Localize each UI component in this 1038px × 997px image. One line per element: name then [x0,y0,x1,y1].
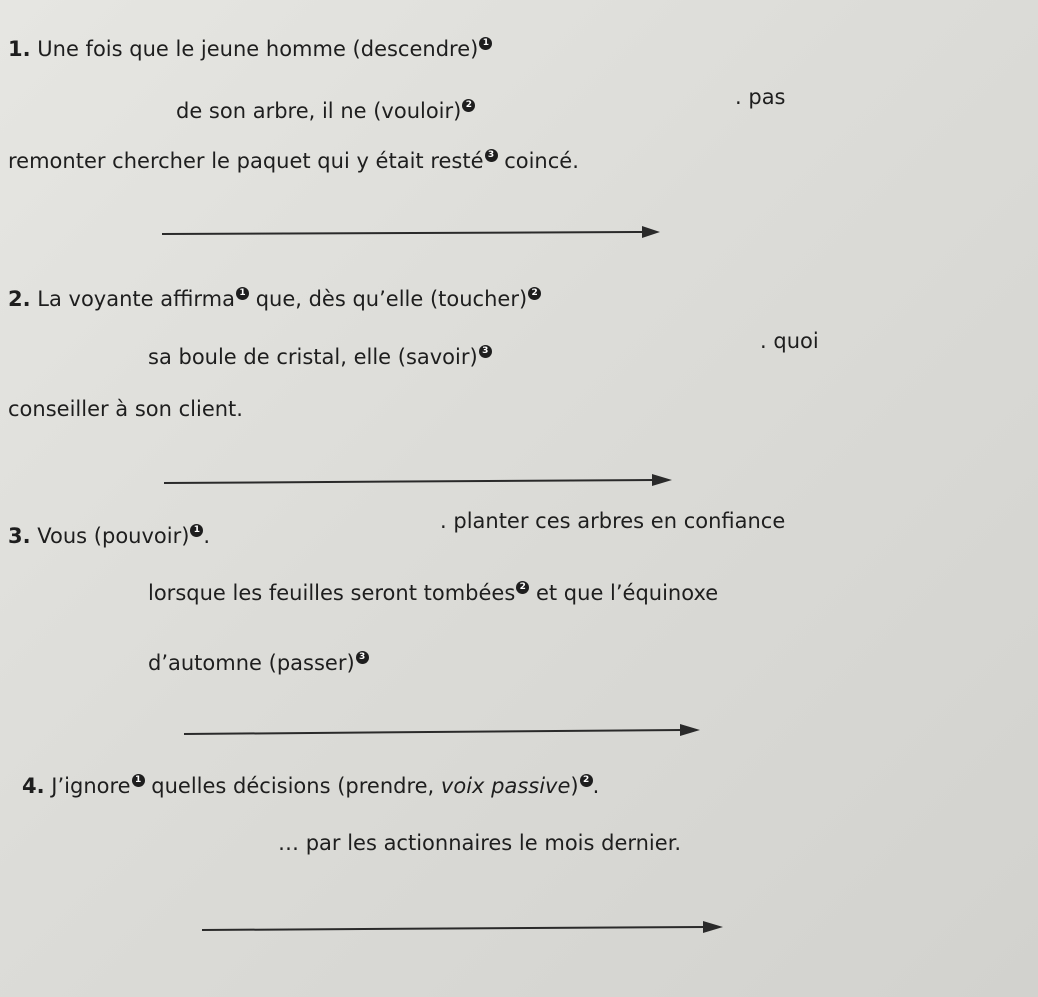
ex2-line2-tail: . quoi [760,329,819,353]
mark-icon: 2 [528,287,541,300]
ex3-tail-text: planter ces arbres en confiance [453,509,786,533]
ex1-line1-text: Une fois que le jeune homme (descendre) [37,37,479,61]
mark-icon: 1 [132,774,145,787]
ex2-number: 2. [8,287,31,311]
ex2-line1-after: que, dès qu’elle (toucher) [255,287,528,311]
mark-icon: 1 [190,524,203,537]
mark-icon: 2 [462,99,475,112]
ex1-line2-tail: . pas [735,85,786,109]
mark-icon: 1 [479,37,492,50]
ex1-line3 [8,148,579,174]
ex3-line1-tail: . planter ces arbres en confiance [440,509,786,533]
ex2-line1-text: La voyante affirma [37,287,235,311]
ex1-tail-text: pas [748,85,786,109]
ex2-line2-text: sa boule de cristal, elle (savoir) [148,345,478,369]
mark-icon: 3 [479,345,492,358]
ex2-tail-text: quoi [773,329,819,353]
mark-icon: 2 [580,774,593,787]
mark-icon: 3 [356,651,369,664]
answer-arrow-4 [200,916,740,936]
mark-icon: 3 [485,149,498,162]
ex4-line1-italic: voix passive [440,774,571,798]
ex3-line2-after: et que l’équinoxe [535,581,719,605]
ex2-line3 [8,396,243,422]
ex1-number: 1. [8,37,31,61]
ex4-line1-after2: ) [570,774,579,798]
ex1-line3-text: remonter chercher le paquet qui y était resté [8,149,484,173]
ex3-line2-text: lorsque les feuilles seront tombées [148,581,516,605]
ex4-line1-after: quelles décisions (prendre, [151,774,441,798]
ex3-number: 3. [8,524,31,548]
ex3-line1: 3. Vous (pouvoir) 1 . [8,524,211,548]
ex1-line2 [176,98,475,124]
ex4-line2-text: par les actionnaires le mois dernier. [305,831,682,855]
answer-arrow-1 [160,222,680,242]
ex4-line2: … par les actionnaires le mois dernier. [278,831,682,855]
ex3-line2 [148,580,718,606]
ex2-line3-text: conseiller à son client. [8,397,243,421]
answer-arrow-3 [182,720,722,740]
ex1-line3-after: coincé. [504,149,579,173]
ex4-number: 4. [22,774,45,798]
ex1-line1 [8,36,492,62]
mark-icon: 1 [236,287,249,300]
mark-icon: 2 [516,581,529,594]
ex2-line1 [8,286,541,312]
ex2-line2 [148,344,492,370]
ex3-line3 [148,650,369,676]
ex1-line2-text: de son arbre, il ne (vouloir) [176,99,462,123]
ex3-line3-text: d’automne (passer) [148,651,355,675]
ex4-line1-text: J’ignore [51,774,131,798]
answer-arrow-2 [162,470,702,490]
ex3-line1-text: Vous (pouvoir) [37,524,190,548]
ex4-line1: 4. J’ignore 1 quelles décisions (prendre, voix passive) 2 . [22,774,600,798]
